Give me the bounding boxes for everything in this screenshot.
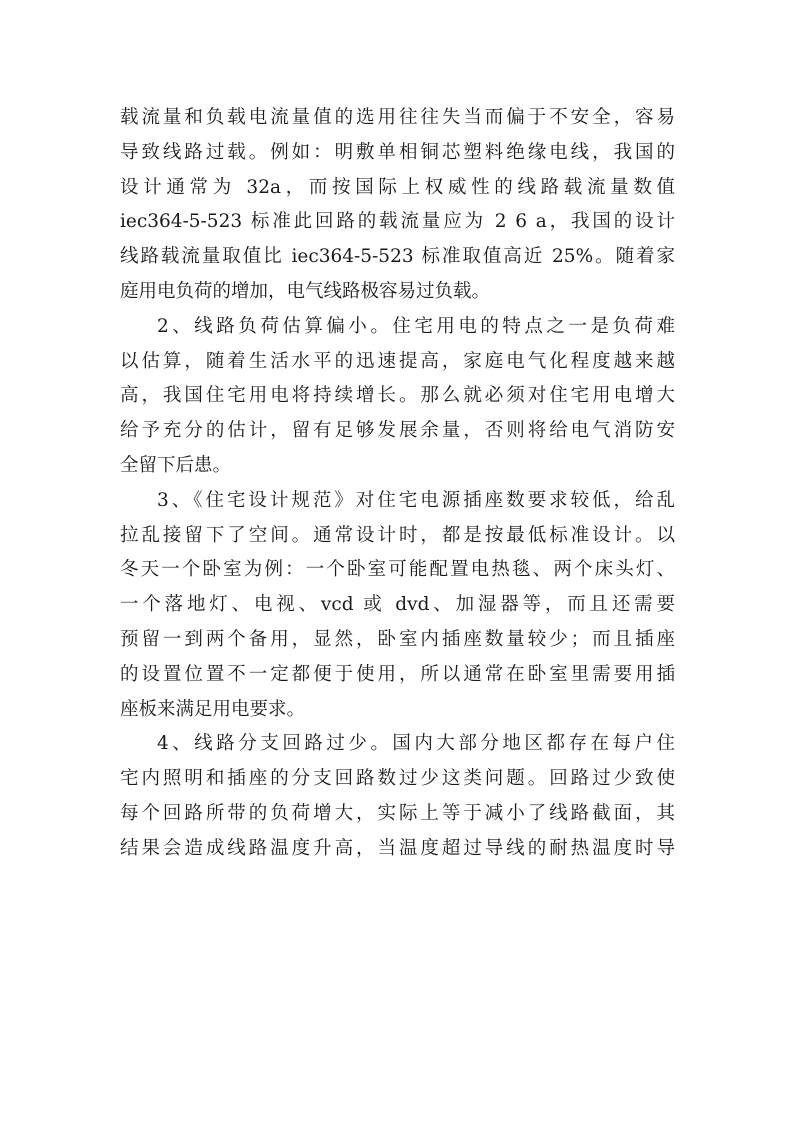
text-line: 以估算，随着生活水平的迅速提高，家庭电气化程度越来越 [120, 350, 675, 372]
text-line: 导致线路过载。例如：明敷单相铜芯塑料绝缘电线，我国的 [120, 141, 675, 163]
text-line: 冬天一个卧室为例：一个卧室可能配置电热毯、两个床头灯、 [120, 559, 675, 581]
text-line: 给予充分的估计，留有足够发展余量，否则将给电气消防安 [120, 420, 675, 442]
text-line: 宅内照明和插座的分支回路数过少这类问题。回路过少致使 [120, 768, 675, 790]
text-line: 设计通常为 32a，而按国际上权威性的线路载流量数值 [120, 176, 675, 198]
text-line: 一个落地灯、电视、vcd 或 dvd、加湿器等，而且还需要 [120, 594, 675, 616]
paragraph-start-2: 2、线路负荷估算偏小。住宅用电的特点之一是负荷难 [157, 315, 675, 337]
text-line: 座板来满足用电要求。 [120, 698, 306, 720]
text-line: 结果会造成线路温度升高，当温度超过导线的耐热温度时导 [120, 837, 675, 859]
text-line: 线路载流量取值比 iec364-5-523 标准取值高近 25%。随着家 [120, 246, 675, 268]
text-line: 全留下后患。 [120, 454, 232, 476]
text-line: 载流量和负载电流量值的选用往往失当而偏于不安全，容易 [120, 107, 675, 128]
paragraph-start-4: 4、线路分支回路过少。国内大部分地区都存在每户住 [157, 733, 675, 755]
text-line: 庭用电负荷的增加，电气线路极容易过负载。 [120, 280, 491, 302]
text-line: iec364-5-523 标准此回路的载流量应为 2 6 a，我国的设计 [120, 211, 675, 233]
paragraph-start-3: 3、《住宅设计规范》对住宅电源插座数要求较低，给乱 [157, 489, 675, 511]
text-line: 拉乱接留下了空间。通常设计时，都是按最低标准设计。以 [120, 524, 675, 546]
text-line: 的设置位置不一定都便于使用，所以通常在卧室里需要用插 [120, 663, 675, 685]
text-line: 高，我国住宅用电将持续增长。那么就必须对住宅用电增大 [120, 385, 675, 407]
text-line: 每个回路所带的负荷增大，实际上等于减小了线路截面，其 [120, 802, 675, 824]
body-text [120, 101, 675, 867]
text-line: 预留一到两个备用，显然，卧室内插座数量较少；而且插座 [120, 628, 675, 650]
